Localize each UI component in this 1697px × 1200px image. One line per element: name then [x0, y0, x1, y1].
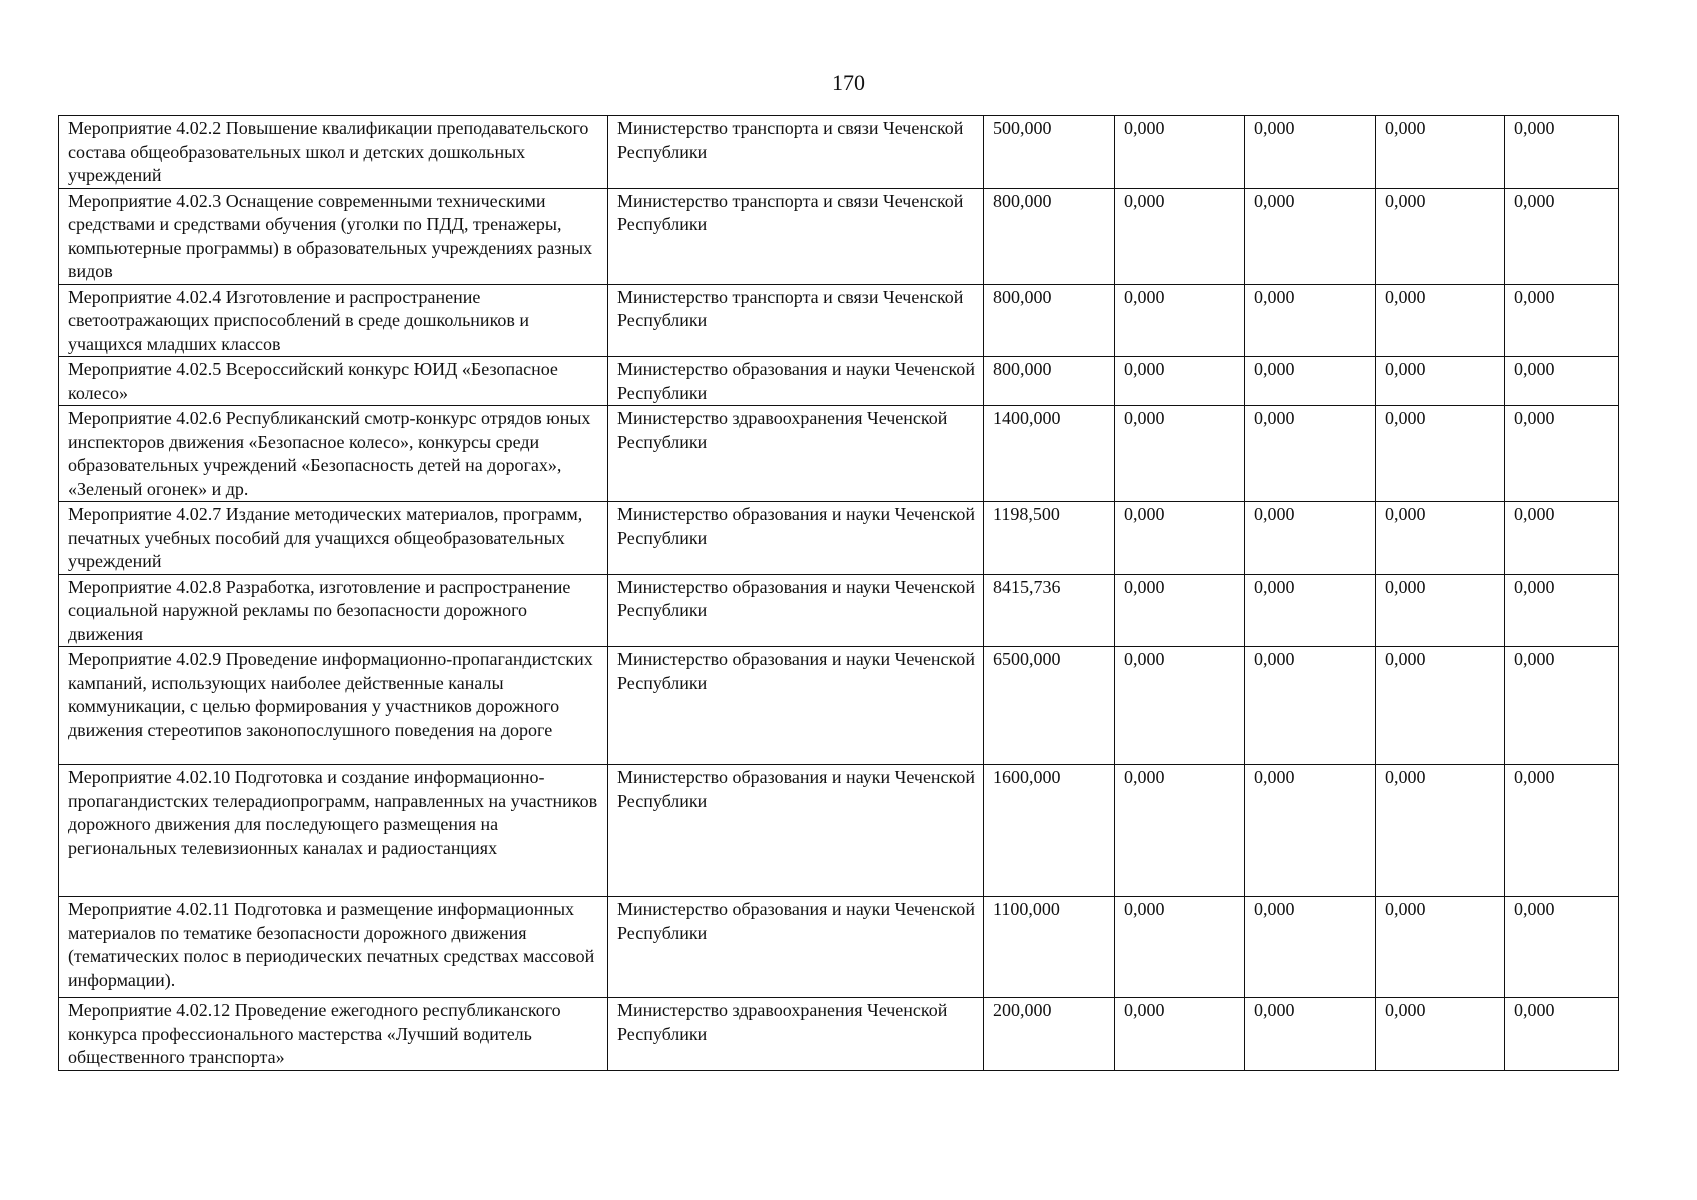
amount-cell: 0,000 [1376, 116, 1505, 189]
amount-cell: 0,000 [1505, 647, 1619, 765]
amount-cell: 1198,500 [984, 502, 1115, 575]
amount-cell: 0,000 [1245, 647, 1376, 765]
amount-cell: 0,000 [1376, 998, 1505, 1071]
amount-cell: 0,000 [1245, 574, 1376, 647]
executor-cell: Министерство транспорта и связи Чеченской Республики [608, 188, 984, 284]
amount-cell: 0,000 [1245, 998, 1376, 1071]
amount-cell: 8415,736 [984, 574, 1115, 647]
amount-cell: 0,000 [1115, 897, 1245, 998]
amount-cell: 0,000 [1376, 188, 1505, 284]
measure-name-cell: Мероприятие 4.02.12 Проведение ежегодного республиканского конкурса профессионального мастерства «Лучший водитель общественного транспорта» [59, 998, 608, 1071]
amount-cell: 0,000 [1376, 284, 1505, 357]
amount-cell: 0,000 [1505, 574, 1619, 647]
amount-cell: 0,000 [1245, 765, 1376, 897]
amount-cell: 0,000 [1115, 116, 1245, 189]
table-row [59, 897, 1619, 998]
amount-cell: 0,000 [1115, 765, 1245, 897]
amount-cell: 0,000 [1115, 188, 1245, 284]
measure-name-cell: Мероприятие 4.02.11 Подготовка и размещение информационных материалов по тематике безопасности дорожного движения (тематических полос в периодических печатных средствах массовой информации). [59, 897, 608, 998]
measure-name-cell: Мероприятие 4.02.7 Издание методических материалов, программ, печатных учебных пособий для учащихся общеобразовательных учреждений [59, 502, 608, 575]
amount-cell: 0,000 [1245, 284, 1376, 357]
amount-cell: 0,000 [1245, 357, 1376, 406]
executor-cell: Министерство образования и науки Чеченской Республики [608, 574, 984, 647]
table-row [59, 357, 1619, 406]
amount-cell: 0,000 [1115, 357, 1245, 406]
amount-cell: 0,000 [1245, 897, 1376, 998]
measure-name-cell: Мероприятие 4.02.9 Проведение информационно-пропагандистских кампаний, использующих наиболее действенные каналы коммуникации, с целью формирования у участников дорожного движения стереотипов законопослушного поведения на дороге [59, 647, 608, 765]
amount-cell: 0,000 [1505, 284, 1619, 357]
amount-cell: 0,000 [1505, 116, 1619, 189]
table-row [59, 406, 1619, 502]
amount-cell: 800,000 [984, 357, 1115, 406]
amount-cell: 0,000 [1505, 897, 1619, 998]
table-row [59, 284, 1619, 357]
measure-name-cell: Мероприятие 4.02.2 Повышение квалификации преподавательского состава общеобразовательных школ и детских дошкольных учреждений [59, 116, 608, 189]
amount-cell: 0,000 [1376, 574, 1505, 647]
amount-cell: 0,000 [1505, 188, 1619, 284]
amount-cell: 6500,000 [984, 647, 1115, 765]
amount-cell: 0,000 [1115, 284, 1245, 357]
amount-cell: 0,000 [1115, 574, 1245, 647]
measure-name-cell: Мероприятие 4.02.3 Оснащение современными техническими средствами и средствами обучения (уголки по ПДД, тренажеры, компьютерные программы) в образовательных учреждениях разных видов [59, 188, 608, 284]
table-row [59, 998, 1619, 1071]
measure-name-cell: Мероприятие 4.02.5 Всероссийский конкурс ЮИД «Безопасное колесо» [59, 357, 608, 406]
table-row [59, 116, 1619, 189]
measure-name-cell: Мероприятие 4.02.10 Подготовка и создание информационно-пропагандистских телерадиопрограмм, направленных на участников дорожного движения для последующего размещения на региональных телевизионных каналах и радиостанциях [59, 765, 608, 897]
amount-cell: 800,000 [984, 188, 1115, 284]
amount-cell: 0,000 [1245, 406, 1376, 502]
amount-cell: 0,000 [1245, 116, 1376, 189]
measure-name-cell: Мероприятие 4.02.6 Республиканский смотр-конкурс отрядов юных инспекторов движения «Безопасное колесо», конкурсы среди образовательных учреждений «Безопасность детей на дорогах», «Зеленый огонек» и др. [59, 406, 608, 502]
amount-cell: 0,000 [1505, 998, 1619, 1071]
amount-cell: 0,000 [1376, 897, 1505, 998]
amount-cell: 0,000 [1376, 357, 1505, 406]
amount-cell: 0,000 [1376, 647, 1505, 765]
amount-cell: 1600,000 [984, 765, 1115, 897]
amount-cell: 0,000 [1505, 502, 1619, 575]
amount-cell: 0,000 [1376, 406, 1505, 502]
amount-cell: 1100,000 [984, 897, 1115, 998]
executor-cell: Министерство образования и науки Чеченской Республики [608, 765, 984, 897]
amount-cell: 0,000 [1376, 502, 1505, 575]
measure-name-cell: Мероприятие 4.02.4 Изготовление и распространение светоотражающих приспособлений в среде дошкольников и учащихся младших классов [59, 284, 608, 357]
amount-cell: 200,000 [984, 998, 1115, 1071]
amount-cell: 800,000 [984, 284, 1115, 357]
executor-cell: Министерство образования и науки Чеченской Республики [608, 357, 984, 406]
executor-cell: Министерство транспорта и связи Чеченской Республики [608, 116, 984, 189]
amount-cell: 500,000 [984, 116, 1115, 189]
table-row [59, 502, 1619, 575]
amount-cell: 0,000 [1505, 357, 1619, 406]
amount-cell: 0,000 [1245, 502, 1376, 575]
amount-cell: 0,000 [1376, 765, 1505, 897]
table-row [59, 647, 1619, 765]
table-row [59, 574, 1619, 647]
executor-cell: Министерство здравоохранения Чеченской Республики [608, 406, 984, 502]
amount-cell: 0,000 [1115, 502, 1245, 575]
executor-cell: Министерство образования и науки Чеченской Республики [608, 502, 984, 575]
amount-cell: 0,000 [1115, 647, 1245, 765]
measures-table-body [59, 116, 1619, 1071]
measures-table [58, 115, 1619, 1071]
table-row [59, 188, 1619, 284]
measure-name-cell: Мероприятие 4.02.8 Разработка, изготовление и распространение социальной наружной рекламы по безопасности дорожного движения [59, 574, 608, 647]
executor-cell: Министерство образования и науки Чеченской Республики [608, 897, 984, 998]
amount-cell: 1400,000 [984, 406, 1115, 502]
amount-cell: 0,000 [1115, 406, 1245, 502]
table-row [59, 765, 1619, 897]
amount-cell: 0,000 [1115, 998, 1245, 1071]
amount-cell: 0,000 [1505, 765, 1619, 897]
executor-cell: Министерство здравоохранения Чеченской Республики [608, 998, 984, 1071]
amount-cell: 0,000 [1245, 188, 1376, 284]
page-number: 170 [832, 70, 865, 95]
executor-cell: Министерство образования и науки Чеченской Республики [608, 647, 984, 765]
executor-cell: Министерство транспорта и связи Чеченской Республики [608, 284, 984, 357]
amount-cell: 0,000 [1505, 406, 1619, 502]
